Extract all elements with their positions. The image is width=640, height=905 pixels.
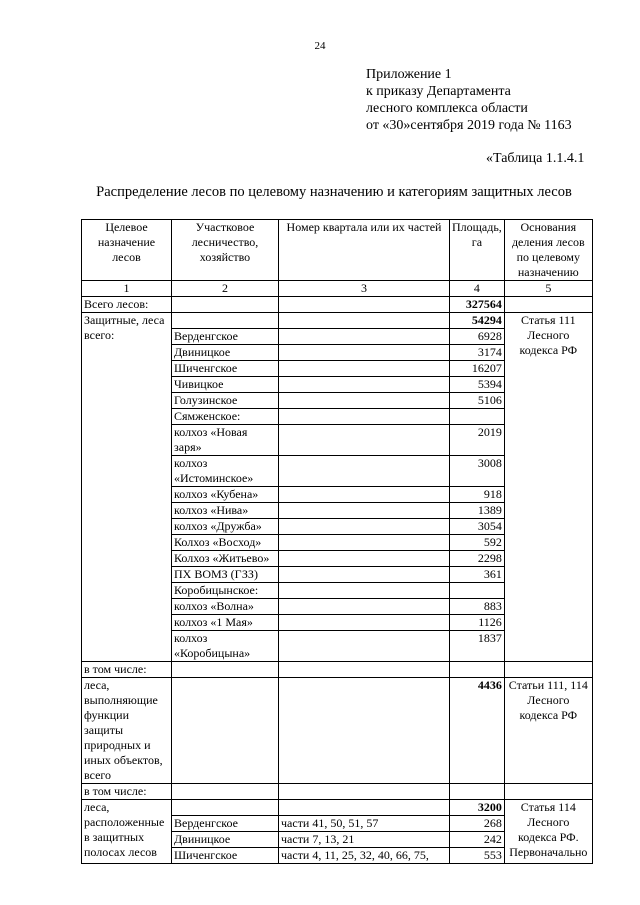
- forestry-name: Двиницкое: [172, 345, 279, 361]
- table-row: [82, 784, 593, 800]
- header-area: Площадь, га: [450, 220, 505, 281]
- appendix-line: лесного комплекса области: [366, 101, 528, 116]
- forestry-name: колхоз «1 Мая»: [172, 615, 279, 631]
- including-label: в том числе:: [82, 784, 172, 800]
- page-number: 24: [314, 40, 326, 52]
- header-basis: Основания деления лесов по целевому назначению: [504, 220, 592, 281]
- area-value: 5106: [450, 393, 505, 409]
- forestry-name: Шиченгское: [172, 848, 279, 864]
- forestry-name: колхоз «Коробицына»: [172, 631, 279, 662]
- functional-forests-value: 4436: [450, 678, 505, 784]
- appendix-block: [366, 66, 572, 134]
- total-label: Всего лесов:: [82, 297, 172, 313]
- col-number: 3: [279, 281, 450, 297]
- col-number: 1: [82, 281, 172, 297]
- protective-label: Защитные, леса всего:: [82, 313, 172, 662]
- table-header-row: [82, 220, 593, 281]
- forestry-name: Сямженское:: [172, 409, 279, 425]
- strip-forests-basis: Статья 114 Лесного кодекса РФ. Первоначально: [504, 800, 592, 864]
- header-forestry: Участковое лесничество, хозяйство: [172, 220, 279, 281]
- col-number: 5: [504, 281, 592, 297]
- forestry-name: Шиченгское: [172, 361, 279, 377]
- area-value: 1126: [450, 615, 505, 631]
- area-value: 3174: [450, 345, 505, 361]
- forestry-name: Верденгское: [172, 329, 279, 345]
- forestry-name: Колхоз «Житьево»: [172, 551, 279, 567]
- col-number: 4: [450, 281, 505, 297]
- area-value: 268: [450, 816, 505, 832]
- area-value: 6928: [450, 329, 505, 345]
- quarter-numbers: части 7, 13, 21: [279, 832, 450, 848]
- forestry-name: колхоз «Дружба»: [172, 519, 279, 535]
- forestry-name: Коробицынское:: [172, 583, 279, 599]
- area-value: 242: [450, 832, 505, 848]
- area-value: 2298: [450, 551, 505, 567]
- functional-forests-basis: Статьи 111, 114 Лесного кодекса РФ: [504, 678, 592, 784]
- protective-value: 54294: [450, 313, 505, 329]
- area-value: 1389: [450, 503, 505, 519]
- area-value: 361: [450, 567, 505, 583]
- appendix-line: к приказу Департамента: [366, 84, 511, 99]
- area-value: 16207: [450, 361, 505, 377]
- table-row: [82, 678, 593, 784]
- area-value: 3008: [450, 456, 505, 487]
- functional-forests-label: леса, выполняющие функции защиты природных и иных объектов, всего: [82, 678, 172, 784]
- forest-distribution-table: [81, 219, 593, 864]
- strip-forests-value: 3200: [450, 800, 505, 816]
- forestry-name: Колхоз «Восход»: [172, 535, 279, 551]
- area-value: 2019: [450, 425, 505, 456]
- area-value: 5394: [450, 377, 505, 393]
- forestry-name: колхоз «Волна»: [172, 599, 279, 615]
- area-value: 1837: [450, 631, 505, 662]
- area-value: 592: [450, 535, 505, 551]
- header-quarter: Номер квартала или их частей: [279, 220, 450, 281]
- forestry-name: колхоз «Истоминское»: [172, 456, 279, 487]
- col-number: 2: [172, 281, 279, 297]
- area-value: 883: [450, 599, 505, 615]
- including-label: в том числе:: [82, 662, 172, 678]
- appendix-line: от «30»сентября 2019 года № 1163: [366, 118, 572, 133]
- area-value: [450, 409, 505, 425]
- area-value: 3054: [450, 519, 505, 535]
- quarter-numbers: части 41, 50, 51, 57: [279, 816, 450, 832]
- appendix-line: Приложение 1: [366, 67, 452, 82]
- total-value: 327564: [450, 297, 505, 313]
- table-row: [82, 297, 593, 313]
- forestry-name: колхоз «Кубена»: [172, 487, 279, 503]
- strip-forests-label: леса, расположенные в защитных полосах лесов: [82, 800, 172, 864]
- document-title: Распределение лесов по целевому назначению и категориям защитных лесов: [96, 184, 572, 200]
- table-row: [82, 662, 593, 678]
- forestry-name: Голузинское: [172, 393, 279, 409]
- column-number-row: [82, 281, 593, 297]
- area-value: [450, 583, 505, 599]
- forestry-name: Верденгское: [172, 816, 279, 832]
- area-value: 553: [450, 848, 505, 864]
- quarter-numbers: части 4, 11, 25, 32, 40, 66, 75,: [279, 848, 450, 864]
- forestry-name: Чивицкое: [172, 377, 279, 393]
- forestry-name: колхоз «Новая заря»: [172, 425, 279, 456]
- header-purpose: Целевое назначение лесов: [82, 220, 172, 281]
- table-row: [82, 313, 593, 329]
- forestry-name: Двиницкое: [172, 832, 279, 848]
- forestry-name: ПХ ВОМЗ (ГЗЗ): [172, 567, 279, 583]
- forestry-name: колхоз «Нива»: [172, 503, 279, 519]
- table-reference: «Таблица 1.1.4.1: [486, 151, 585, 166]
- protective-basis: Статья 111 Лесного кодекса РФ: [504, 313, 592, 662]
- table-row: [82, 800, 593, 816]
- area-value: 918: [450, 487, 505, 503]
